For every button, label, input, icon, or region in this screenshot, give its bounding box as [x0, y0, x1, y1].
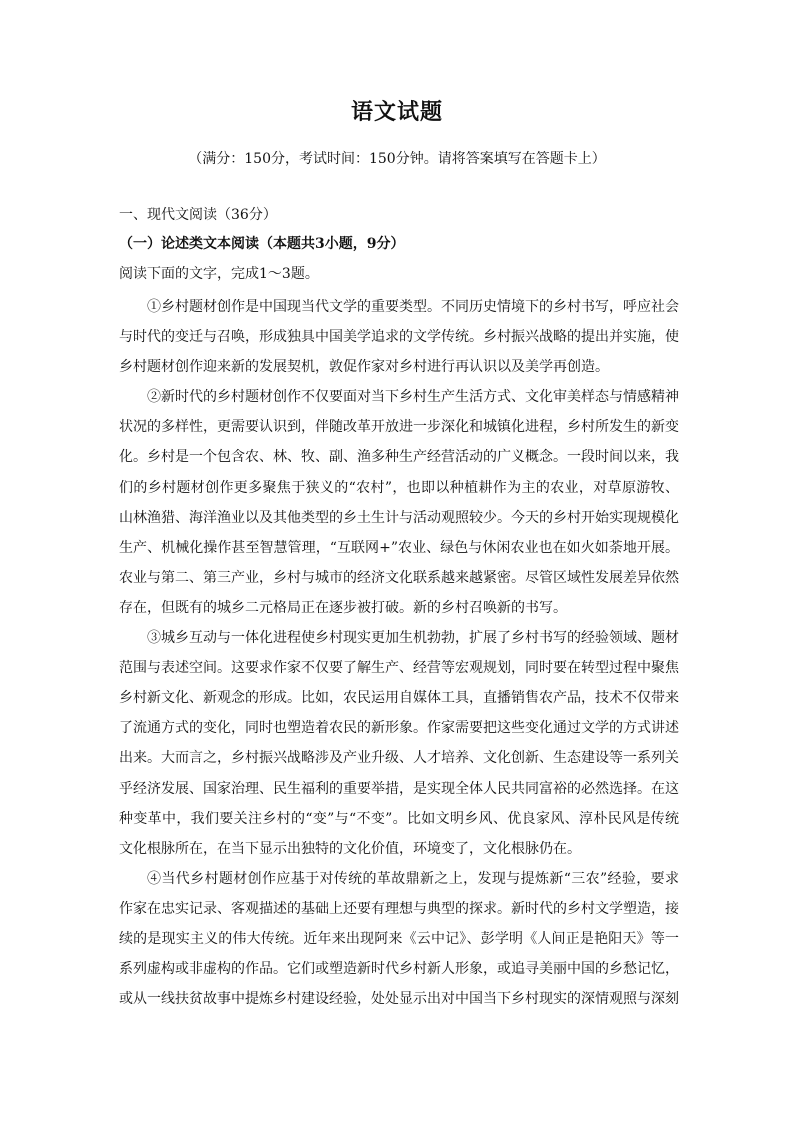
passage-paragraph-2: ②新时代的乡村题材创作不仅要面对当下乡村生产生活方式、文化审美样态与情感精神状况的多样性，更需要认识到，伴随改革开放进一步深化和城镇化进程，乡村所发生的新变化。乡村是一个包含农、林、牧、副、渔多种生产经营活动的广义概念。一段时间以来，我们的乡村题材创作更多聚焦于狭义的“农村”，也即以种植耕作为主的农业，对草原游牧、山林渔猎、海洋渔业以及其他类型的乡土生计与活动观照较少。今天的乡村开始实现规模化生产、机械化操作甚至智慧管理，“互联网+”农业、绿色与休闲农业也在如火如荼地开展。农业与第二、第三产业，乡村与城市的经济文化联系越来越紧密。尽管区域性发展差异依然存在，但既有的城乡二元格局正在逐步被打破。新的乡村召唤新的书写。 — [119, 389, 679, 616]
subsection-heading: （一）论述类文本阅读（本题共3小题，9分） — [119, 236, 405, 252]
passage-body — [119, 292, 679, 1014]
section-heading: 一、现代文阅读（36分） — [119, 207, 277, 223]
page-title: 语文试题 — [350, 99, 443, 125]
reading-instruction: 阅读下面的文字，完成1～3题。 — [119, 266, 319, 282]
exam-info-subtitle: （满分：150分，考试时间：150分钟。请将答案填写在答题卡上） — [188, 151, 606, 167]
passage-paragraph-1: ①乡村题材创作是中国现当代文学的重要类型。不同历史情境下的乡村书写，呼应社会与时代的变迁与召唤，形成独具中国美学追求的文学传统。乡村振兴战略的提出并实施，使乡村题材创作迎来新的发展契机，敦促作家对乡村进行再认识以及美学再创造。 — [119, 299, 679, 376]
passage-paragraph-3: ③城乡互动与一体化进程使乡村现实更加生机勃勃，扩展了乡村书写的经验领域、题材范围与表述空间。这要求作家不仅要了解生产、经营等宏观规划，同时要在转型过程中聚焦乡村新文化、新观念的形成。比如，农民运用自媒体工具，直播销售农产品，技术不仅带来了流通方式的变化，同时也塑造着农民的新形象。作家需要把这些变化通过文学的方式讲述出来。大而言之，乡村振兴战略涉及产业升级、人才培养、文化创新、生态建设等一系列关乎经济发展、国家治理、民生福利的重要举措，是实现全体人民共同富裕的必然选择。在这种变革中，我们要关注乡村的“变”与“不变”。比如文明乡风、优良家风、淳朴民风是传统文化根脉所在，在当下显示出独特的文化价值，环境变了，文化根脉仍在。 — [119, 630, 679, 857]
passage-paragraph-4: ④当代乡村题材创作应基于对传统的革故鼎新之上，发现与提炼新“三农”经验，要求作家在忠实记录、客观描述的基础上还要有理想与典型的探求。新时代的乡村文学塑造，接续的是现实主义的伟大传统。近年来出现阿来《云中记》、彭学明《人间正是艳阳天》等一系列虚构或非虚构的作品。它们或塑造新时代乡村新人形象，或追寻美丽中国的乡愁记忆，或从一线扶贫故事中提炼乡村建设经验，处处显示出对中国当下乡村现实的深情观照与深刻 — [119, 870, 679, 1008]
